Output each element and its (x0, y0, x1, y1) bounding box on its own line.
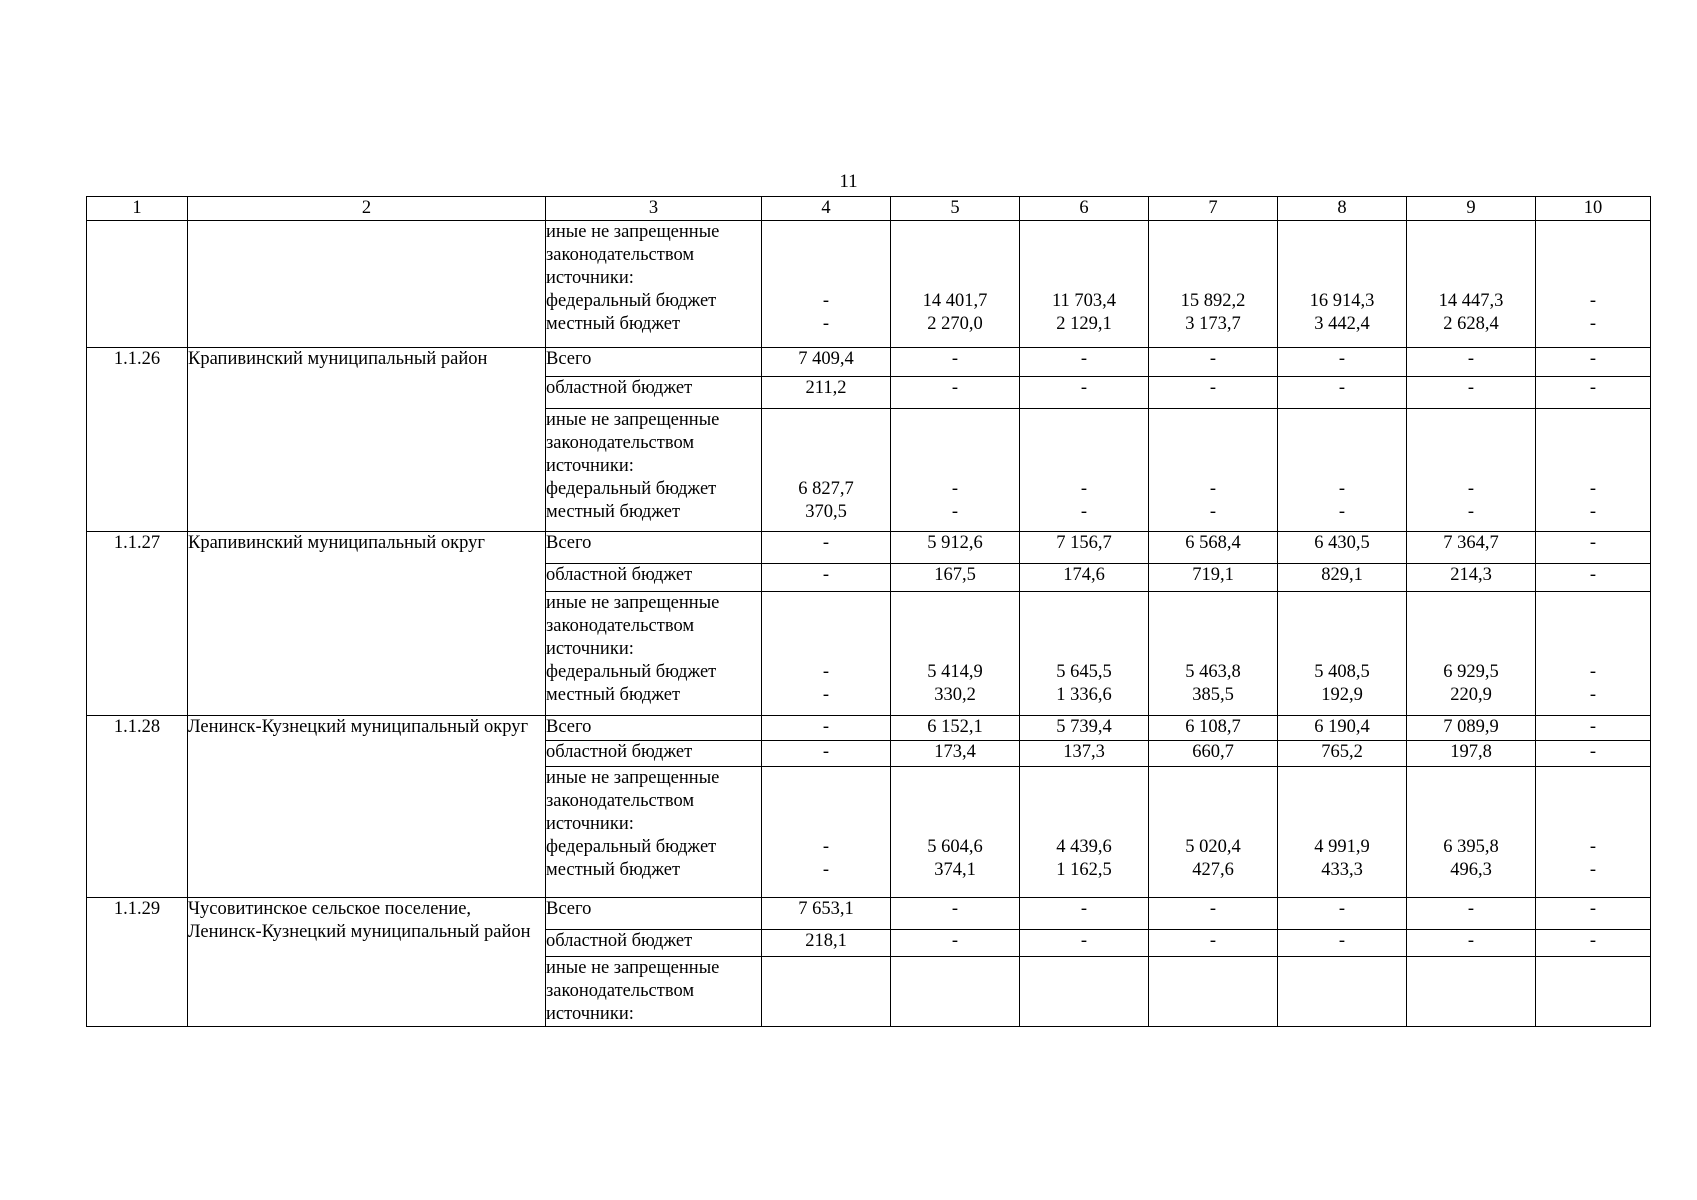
column-header: 4 (762, 197, 891, 221)
federal-value: 5 020,4 (1185, 837, 1241, 857)
total-label: Всего (546, 898, 762, 930)
value-cell: - (891, 930, 1020, 957)
funding-sources-label (546, 409, 762, 532)
value-cell (1149, 221, 1278, 348)
regional-label: областной бюджет (546, 377, 762, 409)
others-label-line: источники: (546, 1004, 634, 1024)
federal-value: - (822, 291, 830, 311)
value-cell (762, 767, 891, 898)
others-label-line: иные не запрещенные (546, 222, 720, 242)
value-cell: 5 739,4 (1020, 716, 1149, 741)
local-value: 3 173,7 (1185, 314, 1241, 334)
value-cell: 7 364,7 (1407, 532, 1536, 564)
local-value: 2 129,1 (1056, 314, 1112, 334)
others-label-line: иные не запрещенные (546, 410, 720, 430)
value-cell: - (1536, 532, 1651, 564)
value-cell: 6 152,1 (891, 716, 1020, 741)
local-label: местный бюджет (546, 314, 681, 334)
others-label-line: источники: (546, 814, 634, 834)
federal-value: - (1209, 479, 1217, 499)
value-cell: - (1407, 898, 1536, 930)
local-value: - (1589, 502, 1597, 522)
local-value: 1 162,5 (1056, 860, 1112, 880)
value-cell: 7 409,4 (762, 348, 891, 377)
column-header: 5 (891, 197, 1020, 221)
local-value: 370,5 (805, 502, 847, 522)
value-cell: - (1407, 348, 1536, 377)
local-value: 1 336,6 (1056, 685, 1112, 705)
federal-value: 14 447,3 (1438, 291, 1504, 311)
value-cell: 765,2 (1278, 741, 1407, 767)
federal-label: федеральный бюджет (546, 479, 717, 499)
federal-label: федеральный бюджет (546, 837, 717, 857)
column-header: 10 (1536, 197, 1651, 221)
federal-value: - (1080, 479, 1088, 499)
value-cell (1278, 592, 1407, 716)
local-label: местный бюджет (546, 685, 681, 705)
value-cell: - (891, 898, 1020, 930)
local-value: - (1209, 502, 1217, 522)
federal-value: 11 703,4 (1051, 291, 1117, 311)
federal-value: - (1589, 291, 1597, 311)
row-code: 1.1.26 (87, 348, 188, 532)
value-cell (762, 592, 891, 716)
value-cell (891, 409, 1020, 532)
value-cell: 660,7 (1149, 741, 1278, 767)
budget-table (86, 196, 1651, 1027)
value-cell: - (1278, 930, 1407, 957)
others-label-line: законодательством (546, 791, 695, 811)
others-label-line: иные не запрещенные (546, 958, 720, 978)
value-cell: 197,8 (1407, 741, 1536, 767)
value-cell (1536, 592, 1651, 716)
value-cell-empty (891, 957, 1020, 1027)
local-value: - (822, 685, 830, 705)
local-value: 385,5 (1192, 685, 1234, 705)
others-label-line: источники: (546, 639, 634, 659)
value-cell: - (1149, 898, 1278, 930)
value-cell: - (762, 564, 891, 592)
value-cell: 719,1 (1149, 564, 1278, 592)
others-label-line: законодательством (546, 981, 695, 1001)
federal-value: - (1589, 479, 1597, 499)
value-cell: - (1536, 564, 1651, 592)
local-value: - (1080, 502, 1088, 522)
continuation-row (87, 221, 1651, 348)
local-value: 3 442,4 (1314, 314, 1370, 334)
local-value: - (951, 502, 959, 522)
total-label: Всего (546, 348, 762, 377)
value-cell: - (1149, 348, 1278, 377)
row-code: 1.1.29 (87, 898, 188, 1027)
regional-label: областной бюджет (546, 930, 762, 957)
value-cell: - (1536, 716, 1651, 741)
federal-value: - (951, 479, 959, 499)
value-cell (1020, 409, 1149, 532)
others-label-line: законодательством (546, 616, 695, 636)
row-name-empty (188, 221, 546, 348)
value-cell: - (1536, 377, 1651, 409)
local-value: - (822, 314, 830, 334)
header-row (87, 197, 1651, 221)
value-cell: - (1407, 377, 1536, 409)
local-value: - (1589, 314, 1597, 334)
value-cell-empty (762, 957, 891, 1027)
entry-total-row (87, 532, 1651, 564)
value-cell: - (1278, 348, 1407, 377)
value-cell: - (762, 741, 891, 767)
value-cell (1536, 221, 1651, 348)
value-cell: 174,6 (1020, 564, 1149, 592)
funding-sources-label (546, 767, 762, 898)
row-code: 1.1.28 (87, 716, 188, 898)
others-label-line: источники: (546, 268, 634, 288)
total-label: Всего (546, 532, 762, 564)
total-label: Всего (546, 716, 762, 741)
entry-total-row (87, 716, 1651, 741)
row-name: Ленинск-Кузнецкий муниципальный округ (188, 716, 546, 898)
value-cell (1020, 592, 1149, 716)
value-cell: 211,2 (762, 377, 891, 409)
value-cell-empty (1536, 957, 1651, 1027)
local-value: 2 628,4 (1443, 314, 1499, 334)
value-cell (1020, 767, 1149, 898)
value-cell (1407, 767, 1536, 898)
column-header: 2 (188, 197, 546, 221)
value-cell (1536, 767, 1651, 898)
value-cell (1278, 409, 1407, 532)
value-cell: - (1020, 898, 1149, 930)
column-header: 1 (87, 197, 188, 221)
federal-value: 6 929,5 (1443, 662, 1499, 682)
value-cell: 214,3 (1407, 564, 1536, 592)
value-cell: 137,3 (1020, 741, 1149, 767)
others-label-line: иные не запрещенные (546, 768, 720, 788)
local-label: местный бюджет (546, 860, 681, 880)
column-header: 8 (1278, 197, 1407, 221)
value-cell (1149, 409, 1278, 532)
federal-value: 16 914,3 (1309, 291, 1375, 311)
value-cell-empty (1407, 957, 1536, 1027)
row-name: Крапивинский муниципальный район (188, 348, 546, 532)
federal-value: 5 414,9 (927, 662, 983, 682)
local-value: 192,9 (1321, 685, 1363, 705)
value-cell: 173,4 (891, 741, 1020, 767)
value-cell: 167,5 (891, 564, 1020, 592)
federal-value: 4 439,6 (1056, 837, 1112, 857)
entry-total-row (87, 348, 1651, 377)
federal-value: 5 604,6 (927, 837, 983, 857)
column-header: 6 (1020, 197, 1149, 221)
federal-value: 6 827,7 (798, 479, 854, 499)
regional-label: областной бюджет (546, 741, 762, 767)
page-number: 11 (839, 171, 858, 192)
value-cell: - (1149, 930, 1278, 957)
value-cell: 829,1 (1278, 564, 1407, 592)
value-cell: - (1278, 898, 1407, 930)
value-cell: 7 653,1 (762, 898, 891, 930)
federal-value: - (1338, 479, 1346, 499)
value-cell (1407, 409, 1536, 532)
funding-sources-label (546, 957, 762, 1027)
federal-value: 4 991,9 (1314, 837, 1370, 857)
value-cell: - (1149, 377, 1278, 409)
value-cell (762, 409, 891, 532)
value-cell-empty (1149, 957, 1278, 1027)
value-cell: - (762, 716, 891, 741)
value-cell: - (1020, 348, 1149, 377)
value-cell: 7 089,9 (1407, 716, 1536, 741)
value-cell: 5 912,6 (891, 532, 1020, 564)
federal-value: 6 395,8 (1443, 837, 1499, 857)
column-header: 9 (1407, 197, 1536, 221)
value-cell: - (1020, 377, 1149, 409)
federal-value: 5 645,5 (1056, 662, 1112, 682)
funding-sources-label (546, 221, 762, 348)
value-cell: - (1536, 741, 1651, 767)
value-cell: - (1536, 898, 1651, 930)
value-cell: - (1536, 348, 1651, 377)
value-cell: - (762, 532, 891, 564)
value-cell: - (1407, 930, 1536, 957)
federal-value: - (1589, 662, 1597, 682)
local-value: - (822, 860, 830, 880)
value-cell: 218,1 (762, 930, 891, 957)
value-cell: 6 430,5 (1278, 532, 1407, 564)
value-cell: - (1536, 930, 1651, 957)
value-cell (1149, 592, 1278, 716)
federal-value: - (822, 662, 830, 682)
local-value: 433,3 (1321, 860, 1363, 880)
row-name: Чусовитинское сельское поселение, Ленинск-Кузнецкий муниципальный район (188, 898, 546, 1027)
value-cell (891, 767, 1020, 898)
value-cell (1278, 221, 1407, 348)
value-cell (891, 592, 1020, 716)
value-cell (1278, 767, 1407, 898)
row-code: 1.1.27 (87, 532, 188, 716)
federal-label: федеральный бюджет (546, 662, 717, 682)
funding-sources-label (546, 592, 762, 716)
value-cell (891, 221, 1020, 348)
value-cell-empty (1020, 957, 1149, 1027)
federal-value: 14 401,7 (922, 291, 988, 311)
federal-value: - (1467, 479, 1475, 499)
local-value: - (1338, 502, 1346, 522)
column-header: 7 (1149, 197, 1278, 221)
federal-value: 5 463,8 (1185, 662, 1241, 682)
local-value: 427,6 (1192, 860, 1234, 880)
others-label-line: иные не запрещенные (546, 593, 720, 613)
local-value: - (1589, 860, 1597, 880)
value-cell: 7 156,7 (1020, 532, 1149, 564)
local-value: 330,2 (934, 685, 976, 705)
federal-label: федеральный бюджет (546, 291, 717, 311)
value-cell: 6 190,4 (1278, 716, 1407, 741)
local-value: 2 270,0 (927, 314, 983, 334)
value-cell: - (1278, 377, 1407, 409)
regional-label: областной бюджет (546, 564, 762, 592)
row-name: Крапивинский муниципальный округ (188, 532, 546, 716)
value-cell (762, 221, 891, 348)
local-value: 496,3 (1450, 860, 1492, 880)
local-value: 220,9 (1450, 685, 1492, 705)
value-cell (1149, 767, 1278, 898)
row-code-empty (87, 221, 188, 348)
local-value: - (1589, 685, 1597, 705)
value-cell (1020, 221, 1149, 348)
federal-value: - (822, 837, 830, 857)
value-cell: 6 108,7 (1149, 716, 1278, 741)
others-label-line: законодательством (546, 433, 695, 453)
value-cell (1536, 409, 1651, 532)
federal-value: 5 408,5 (1314, 662, 1370, 682)
value-cell (1407, 221, 1536, 348)
column-header: 3 (546, 197, 762, 221)
value-cell: - (891, 348, 1020, 377)
local-value: - (1467, 502, 1475, 522)
value-cell-empty (1278, 957, 1407, 1027)
value-cell: - (1020, 930, 1149, 957)
value-cell (1407, 592, 1536, 716)
federal-value: - (1589, 837, 1597, 857)
value-cell: 6 568,4 (1149, 532, 1278, 564)
entry-total-row (87, 898, 1651, 930)
local-label: местный бюджет (546, 502, 681, 522)
local-value: 374,1 (934, 860, 976, 880)
value-cell: - (891, 377, 1020, 409)
federal-value: 15 892,2 (1180, 291, 1246, 311)
others-label-line: источники: (546, 456, 634, 476)
others-label-line: законодательством (546, 245, 695, 265)
